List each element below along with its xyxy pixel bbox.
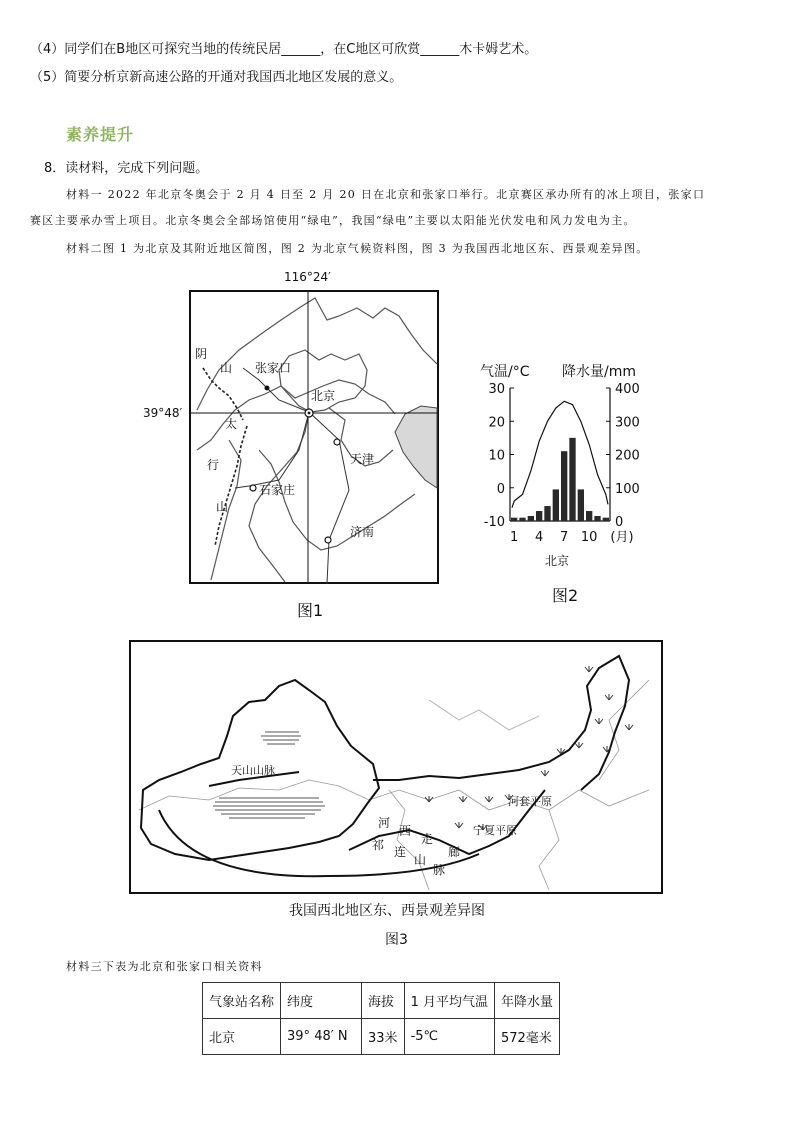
- station-table: [202, 982, 560, 1055]
- fig2-precip-bar: [528, 516, 534, 521]
- fig1-map: [189, 290, 439, 584]
- fig1-city-tianjin: [334, 439, 340, 445]
- table-cell: -5℃: [404, 1019, 494, 1055]
- fig2-x-tick-label: 7: [560, 530, 569, 544]
- table-cell: 572毫米: [494, 1019, 559, 1055]
- question-8-title: 8．读材料，完成下列问题。: [44, 161, 209, 176]
- fig1-label-shan2: 山: [216, 500, 229, 514]
- material-1-line-1: 材料一 2022 年北京冬奥会于 2 月 4 日至 2 月 20 日在北京和张家口举行。北京赛区承办所有的冰上项目，张家口: [66, 188, 706, 201]
- fig2-left-tick-label: 10: [488, 448, 505, 464]
- fig2-caption: 图2: [552, 586, 579, 605]
- fig2-temp-label: 气温/°C: [480, 364, 530, 380]
- fig3-label-zou: 走: [421, 832, 434, 846]
- section-title: 素养提升: [66, 125, 135, 144]
- fig1-caption: 图1: [297, 601, 324, 620]
- table-cell: 33米: [362, 1019, 405, 1055]
- fig2-precip-bar: [594, 516, 600, 521]
- fig3-label-ningxia: 宁夏平原: [473, 824, 517, 837]
- fig2-right-tick-label: 100: [615, 481, 640, 497]
- fig1-label-tianjin: 天津: [350, 452, 375, 466]
- fig1-label-tai: 太: [225, 417, 238, 431]
- fig2-station: 北京: [545, 554, 570, 568]
- question-5: （5）简要分析京新高速公路的开通对我国西北地区发展的意义。: [30, 70, 403, 85]
- fig2-left-tick-label: 30: [488, 382, 505, 397]
- fig2-right-tick-label: 300: [615, 415, 640, 431]
- fig2-x-tick-label: 4: [535, 530, 544, 544]
- table-header-cell: 年降水量: [494, 983, 559, 1019]
- fig3-subtitle: 我国西北地区东、西景观差异图: [289, 903, 485, 919]
- fig1-label-beijing: 北京: [311, 389, 336, 403]
- fig2-precip-bar: [569, 438, 575, 521]
- fig1-label-yin: 阴: [195, 347, 208, 361]
- fig1-label-hang: 行: [207, 458, 220, 472]
- fig2-right-tick-label: 200: [615, 448, 640, 464]
- fig2-precip-bar: [553, 489, 559, 521]
- material-1-line-2: 赛区主要承办雪上项目。北京冬奥会全部场馆使用“绿电”，我国“绿电”主要以太阳能光伏发电和风力发电为主。: [30, 214, 636, 227]
- fig2-precip-bar: [578, 489, 584, 521]
- fig2-x-tick-label: 10: [580, 530, 598, 544]
- fig2-precip-bar: [561, 451, 567, 521]
- fig2-left-tick-label: 20: [488, 415, 505, 431]
- fig2-temp-line: [512, 401, 608, 507]
- fig2-precip-bar: [544, 506, 550, 521]
- fig2-precip-label: 降水量/mm: [562, 364, 636, 380]
- table-header-cell: 海拔: [362, 983, 405, 1019]
- fig2-precip-bar: [536, 511, 542, 521]
- fig3-label-shan: 山: [414, 853, 427, 867]
- fig2-precip-bar: [586, 511, 592, 521]
- fig2-left-tick-label: 0: [496, 481, 505, 497]
- table-cell: 北京: [203, 1019, 281, 1055]
- material-2: 材料二图 1 为北京及其附近地区简图，图 2 为北京气候资料图，图 3 为我国西北地区东、西景观差异图。: [66, 242, 649, 255]
- table-header-row: [203, 983, 560, 1019]
- table-cell: 39° 48′ N: [281, 1019, 362, 1055]
- fig3-label-hetao: 河套平原: [508, 795, 552, 808]
- fig3-label-he: 河: [378, 816, 391, 830]
- fig2-right-tick-label: 400: [615, 382, 640, 397]
- table-header-cell: 1 月平均气温: [404, 983, 494, 1019]
- fig1-label-jinan: 济南: [350, 525, 375, 539]
- fig2-precip-bar: [511, 518, 517, 521]
- table-header-cell: 气象站名称: [203, 983, 281, 1019]
- table-header-cell: 纬度: [281, 983, 362, 1019]
- fig3-caption: 图3: [385, 932, 408, 948]
- fig3-label-tianshan: 天山山脉: [231, 764, 275, 777]
- fig1-city-zhangjiakou: [265, 386, 270, 391]
- fig2-precip-bar: [603, 518, 609, 521]
- fig2-right-tick-label: 0: [615, 515, 624, 530]
- fig1-longitude: 116°24′: [284, 270, 331, 284]
- fig3-label-xi: 西: [399, 824, 412, 838]
- question-4: （4）同学们在B地区可探究当地的传统民居______，在C地区可欣赏______木卡姆艺术。: [30, 42, 538, 57]
- fig1-city-jinan: [325, 537, 331, 543]
- fig2-precip-bar: [519, 518, 525, 521]
- fig1-label-shijiazhuang: 石家庄: [259, 483, 296, 497]
- material-3: 材料三下表为北京和张家口相关资料: [66, 960, 263, 973]
- fig3-label-lian: 连: [394, 845, 407, 859]
- fig1-label-zhangjiakou: 张家口: [255, 361, 292, 375]
- fig3-label-qi: 祁: [372, 838, 385, 852]
- fig3-label-mai: 脉: [433, 863, 446, 877]
- fig2-x-tick-label: (月): [610, 530, 634, 544]
- fig1-latitude: 39°48′: [143, 406, 183, 420]
- fig2-climate-chart: [470, 378, 640, 544]
- fig2-left-tick-label: -10: [483, 515, 505, 530]
- fig1-label-shan1: 山: [220, 361, 233, 375]
- fig1-city-shijiazhuang: [250, 485, 256, 491]
- table-row: [203, 1019, 560, 1055]
- fig3-label-lang: 廊: [448, 845, 461, 859]
- fig2-x-tick-label: 1: [510, 530, 519, 544]
